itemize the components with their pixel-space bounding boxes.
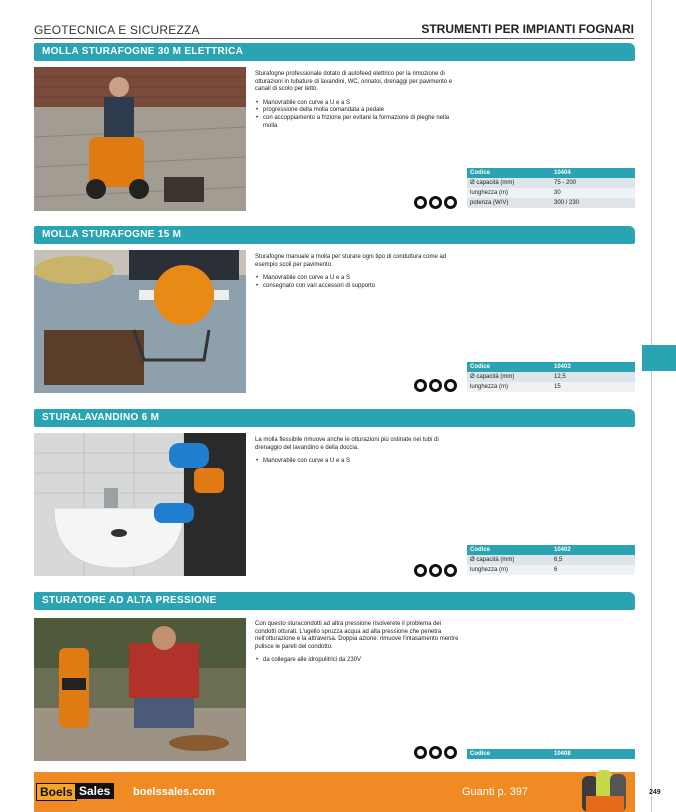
safety-footwear-icon bbox=[429, 564, 442, 577]
spec-value: 6,5 bbox=[551, 555, 635, 565]
spec-value: 30 bbox=[551, 188, 635, 198]
face-protection-icon bbox=[444, 379, 457, 392]
spec-value: 75 - 200 bbox=[551, 178, 635, 188]
protective-gloves-icon bbox=[414, 564, 427, 577]
product-section bbox=[34, 409, 635, 579]
brand-logo-sales: Sales bbox=[75, 783, 114, 799]
feature-item: • consegnato con vari accessori di supporto bbox=[263, 283, 460, 291]
product-code: 10404 bbox=[551, 168, 635, 178]
description-text: Sturafogne professionale dotato di autofeed elettrico per la rimozione di otturazioni in tubature di lavandini, WC, orinatoi, drenaggi per pavimento e canali di scolo per tetto. bbox=[255, 71, 453, 93]
spec-label: potenza (W/V) bbox=[467, 198, 551, 208]
spec-value: 6 bbox=[551, 565, 635, 575]
cross-reference: Guanti p. 397 bbox=[462, 786, 529, 798]
product-description bbox=[255, 254, 460, 290]
spec-value: 12,5 bbox=[551, 372, 635, 382]
safety-footwear-icon bbox=[429, 379, 442, 392]
description-text: Con questo sturacondotti ad altra pressione risolverete il problema dei condotti otturati. L'ugello spruzza acqua ad alta pressione che penetra nell'otturazione e la attraversa. Doppia azione: rimuove l'intasamento mentre pulisce le pareti del condotto. bbox=[255, 621, 459, 650]
feature-item: • progressione della molla comandata a pedale bbox=[263, 107, 460, 115]
spec-header-label: Codice bbox=[467, 362, 551, 372]
spec-value: 15 bbox=[551, 382, 635, 392]
product-description bbox=[255, 71, 460, 130]
spec-label: lunghezza (m) bbox=[467, 565, 551, 575]
product-code: 10403 bbox=[551, 362, 635, 372]
spec-label: lunghezza (m) bbox=[467, 382, 551, 392]
feature-item: • Manovrabile con curve a U e a S bbox=[263, 275, 460, 283]
face-protection-icon bbox=[444, 564, 457, 577]
section-title: STURALAVANDINO 6 M bbox=[34, 409, 635, 427]
page-edge-line bbox=[651, 0, 652, 812]
spec-header-label: Codice bbox=[467, 545, 551, 555]
page-number: 249 bbox=[649, 789, 661, 796]
feature-item: • Manovrabile con curve a U e a S bbox=[263, 100, 460, 108]
spec-label: Ø capacità (mm) bbox=[467, 372, 551, 382]
spec-table bbox=[467, 545, 635, 575]
safety-footwear-icon bbox=[429, 196, 442, 209]
product-code: 10408 bbox=[551, 749, 635, 759]
spec-header-label: Codice bbox=[467, 749, 551, 759]
ppe-icons bbox=[414, 564, 457, 577]
spec-label: lunghezza (m) bbox=[467, 188, 551, 198]
spec-header-label: Codice bbox=[467, 168, 551, 178]
ppe-icons bbox=[414, 746, 457, 759]
description-text: Sturafogne manuale a molla per sturare ogni tipo di conduttura come ad esempio scoli per pavimento. bbox=[255, 254, 447, 268]
product-photo bbox=[34, 618, 246, 761]
product-photo bbox=[34, 67, 246, 211]
gloves-image bbox=[574, 766, 634, 812]
spec-value: 300 / 230 bbox=[551, 198, 635, 208]
spec-label: Ø capacità (mm) bbox=[467, 555, 551, 565]
face-protection-icon bbox=[444, 746, 457, 759]
chapter-tab bbox=[642, 345, 676, 371]
protective-gloves-icon bbox=[414, 746, 427, 759]
product-section bbox=[34, 43, 635, 213]
website-link[interactable]: boelssales.com bbox=[133, 786, 215, 798]
protective-gloves-icon bbox=[414, 379, 427, 392]
feature-item: • con accoppiamento a frizione per evitare la formazione di pieghe nella molla bbox=[263, 115, 460, 130]
feature-item: • da collegare alle idropulitrici da 230V bbox=[263, 657, 460, 665]
spec-table bbox=[467, 749, 635, 759]
product-section bbox=[34, 226, 635, 396]
product-code: 10402 bbox=[551, 545, 635, 555]
spec-table bbox=[467, 362, 635, 392]
ppe-icons bbox=[414, 196, 457, 209]
section-title: STURATORE AD ALTA PRESSIONE bbox=[34, 592, 635, 610]
spec-label: Ø capacità (mm) bbox=[467, 178, 551, 188]
header-divider bbox=[34, 38, 634, 39]
spec-table bbox=[467, 168, 635, 208]
product-photo bbox=[34, 433, 246, 576]
page-title: STRUMENTI PER IMPIANTI FOGNARI bbox=[421, 22, 634, 36]
section-title: MOLLA STURAFOGNE 30 M ELETTRICA bbox=[34, 43, 635, 61]
brand-logo-boels: Boels bbox=[36, 783, 77, 801]
product-section bbox=[34, 592, 635, 767]
category-label: GEOTECNICA E SICUREZZA bbox=[34, 23, 200, 37]
ppe-icons bbox=[414, 379, 457, 392]
description-text: La molla flessibile rimuove anche le otturazioni più ostinate nei tubi di drenaggio del lavandino e della doccia. bbox=[255, 437, 439, 451]
feature-item: • Manovrabile con curve a U e a S bbox=[263, 458, 460, 466]
product-photo bbox=[34, 250, 246, 393]
product-description bbox=[255, 437, 460, 466]
footer-banner bbox=[34, 772, 635, 812]
protective-gloves-icon bbox=[414, 196, 427, 209]
safety-footwear-icon bbox=[429, 746, 442, 759]
face-protection-icon bbox=[444, 196, 457, 209]
section-title: MOLLA STURAFOGNE 15 M bbox=[34, 226, 635, 244]
product-description bbox=[255, 621, 460, 665]
